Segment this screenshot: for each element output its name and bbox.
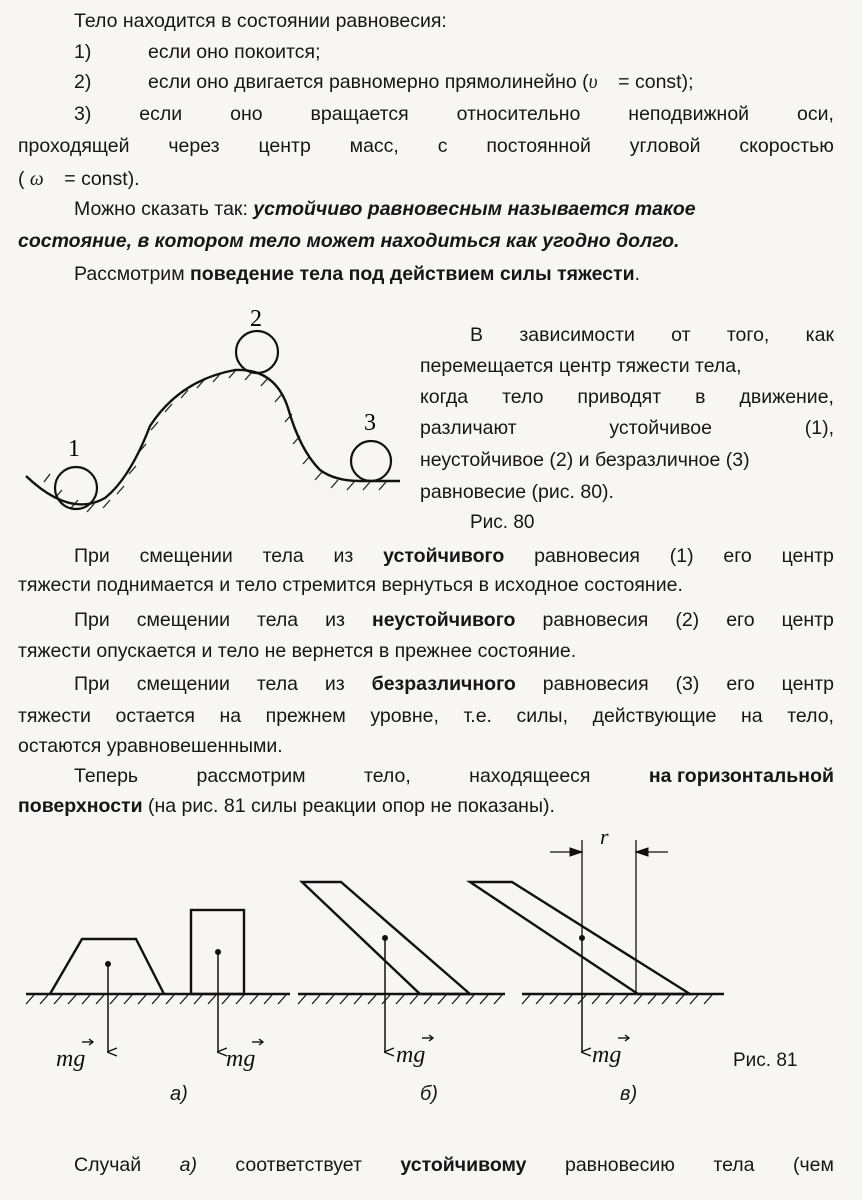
label-3: 3 — [364, 410, 376, 436]
w: силы, — [516, 705, 568, 727]
fig80-diagram — [20, 300, 410, 525]
w: соответствует — [235, 1154, 362, 1176]
consider-line — [74, 261, 834, 287]
ball-2 — [236, 331, 278, 373]
list-text: = const); — [612, 71, 694, 93]
fig80-text-6: равновесие (рис. 80). — [420, 481, 614, 503]
w: прежнем — [265, 705, 346, 727]
w: В — [470, 324, 484, 346]
subfig-a-label: а) — [170, 1083, 188, 1105]
w: равновесию — [564, 1154, 675, 1176]
w: смещении — [136, 673, 230, 695]
p2-line-1 — [74, 607, 834, 633]
w: в — [695, 386, 706, 408]
w: от — [671, 324, 691, 346]
w: его — [726, 609, 755, 631]
w: центр — [781, 545, 834, 567]
w: как — [805, 324, 834, 346]
w: центр — [781, 673, 834, 695]
subfig-b-label: б) — [420, 1083, 438, 1105]
w: (1), — [804, 417, 834, 439]
w: . — [634, 263, 641, 285]
w: При — [74, 609, 110, 631]
w: (чем — [793, 1154, 834, 1176]
w: рассмотрим — [196, 765, 306, 787]
w: остается — [115, 705, 195, 727]
fig81-caption: Рис. 81 — [733, 1050, 798, 1071]
w: его — [726, 673, 755, 695]
w: масс, — [349, 135, 399, 157]
list-item-3 — [74, 101, 834, 127]
p3-line-2 — [18, 703, 834, 729]
horizontal-surface-bold: на горизонтальной — [648, 765, 834, 787]
list-item-1 — [74, 39, 834, 65]
w: относительно — [456, 103, 581, 125]
w: тело — [502, 386, 544, 408]
w: оно — [230, 103, 263, 125]
w: Можно сказать так: — [74, 198, 254, 220]
w: когда — [420, 386, 469, 408]
definition-line-2: состояние, в котором тело может находиться как угодно долго. — [18, 230, 680, 252]
w: угловой — [629, 135, 701, 157]
definition-bold: устойчиво равновесным называется такое — [253, 198, 696, 220]
ball-3 — [351, 441, 391, 481]
w: смещении — [139, 545, 233, 567]
w: действующие — [592, 705, 717, 727]
w: При — [74, 545, 110, 567]
list-item-3-end — [18, 166, 834, 193]
w: с — [437, 135, 448, 157]
w: Рассмотрим — [74, 263, 191, 285]
w: на — [741, 705, 763, 727]
w: тяжести — [18, 705, 91, 727]
w: центр — [258, 135, 311, 157]
consider-bold: поведение тела под действием силы тяжести — [190, 263, 635, 285]
w: неподвижной — [628, 103, 750, 125]
force-label-a2: mg — [226, 1046, 256, 1072]
w: на — [219, 705, 242, 727]
w: его — [723, 545, 752, 567]
list-number: 2) — [74, 71, 92, 93]
w: тела — [257, 609, 299, 631]
force-label-b: mg — [396, 1042, 426, 1068]
p4-line-1 — [74, 763, 834, 789]
r-label: r — [600, 830, 609, 849]
w: зависимости — [519, 324, 635, 346]
w: Случай — [74, 1154, 142, 1176]
w: т.е. — [463, 705, 492, 727]
p1-line-2: тяжести поднимается и тело стремится вернуться в исходное состояние. — [18, 574, 683, 596]
fig80-text-2: перемещается центр тяжести тела, — [420, 355, 742, 377]
w: проходящей — [18, 135, 130, 157]
force-label-a1: mg — [56, 1046, 86, 1072]
fig80-text-5: неустойчивое (2) и безразличное (3) — [420, 449, 750, 471]
w: из — [325, 609, 345, 631]
p4-line-2 — [18, 793, 834, 819]
w: оси, — [797, 103, 834, 125]
stable-bold: устойчивому — [400, 1154, 527, 1176]
p3-line-1 — [74, 671, 834, 697]
w: тело, — [787, 705, 834, 727]
w: (2) — [675, 609, 700, 631]
subfig-c-label: в) — [620, 1083, 638, 1105]
w: вращается — [310, 103, 409, 125]
list-text: если оно покоится; — [148, 41, 321, 63]
neutral-bold: безразличного — [371, 673, 516, 695]
w: Теперь — [74, 765, 139, 787]
intro-line: Тело находится в состоянии равновесия: — [74, 10, 447, 32]
p1-line-1 — [74, 543, 834, 569]
omega-symbol: ω⃗ — [29, 169, 59, 190]
p3-line-3: остаются уравновешенными. — [18, 735, 283, 757]
w: = const). — [58, 168, 140, 190]
w: из — [333, 545, 354, 567]
fig80-caption: Рис. 80 — [470, 512, 535, 533]
w: приводят — [577, 386, 662, 408]
w: тела — [256, 673, 298, 695]
velocity-symbol: υ⃗ — [588, 72, 613, 93]
w: находящееся — [469, 765, 591, 787]
unstable-bold: неустойчивого — [371, 609, 516, 631]
w: движение, — [739, 386, 834, 408]
w: центр — [781, 609, 834, 631]
w: скоростью — [739, 135, 834, 157]
fig80-text-4 — [420, 415, 834, 441]
list-number: 1) — [74, 41, 92, 63]
list-text: если оно двигается равномерно прямолинейно ( — [148, 71, 589, 93]
w: смещении — [136, 609, 230, 631]
w: (1) — [669, 545, 694, 567]
label-1: 1 — [68, 436, 80, 462]
w: а) — [179, 1154, 197, 1176]
last-line — [74, 1152, 834, 1178]
w: равновесия — [542, 673, 649, 695]
w: (на рис. 81 силы реакции опор не показаны). — [142, 795, 555, 817]
stable-bold: устойчивого — [383, 545, 505, 567]
w: тело, — [363, 765, 411, 787]
w: уровне, — [370, 705, 439, 727]
w: тела — [262, 545, 304, 567]
fig80-text-3 — [420, 384, 834, 410]
label-2: 2 — [250, 306, 262, 332]
w: равновесия — [534, 545, 640, 567]
surface-bold: поверхности — [18, 795, 143, 817]
list-item-3-cont — [18, 133, 834, 159]
fig80-text-1 — [470, 322, 834, 348]
w: через — [168, 135, 220, 157]
w: того, — [726, 324, 770, 346]
p2-line-2: тяжести опускается и тело не вернется в прежнее состояние. — [18, 640, 577, 662]
w: из — [324, 673, 345, 695]
list-number: 3) — [74, 103, 92, 125]
paren: ( — [18, 168, 25, 190]
w: различают — [420, 417, 517, 439]
force-label-c: mg — [592, 1042, 622, 1068]
w: если — [139, 103, 183, 125]
definition-line-1 — [74, 196, 834, 222]
list-item-2 — [74, 69, 834, 96]
w: устойчивое — [609, 417, 712, 439]
w: постоянной — [486, 135, 591, 157]
w: При — [74, 673, 110, 695]
w: (3) — [675, 673, 700, 695]
w: тела — [713, 1154, 755, 1176]
w: равновесия — [542, 609, 649, 631]
